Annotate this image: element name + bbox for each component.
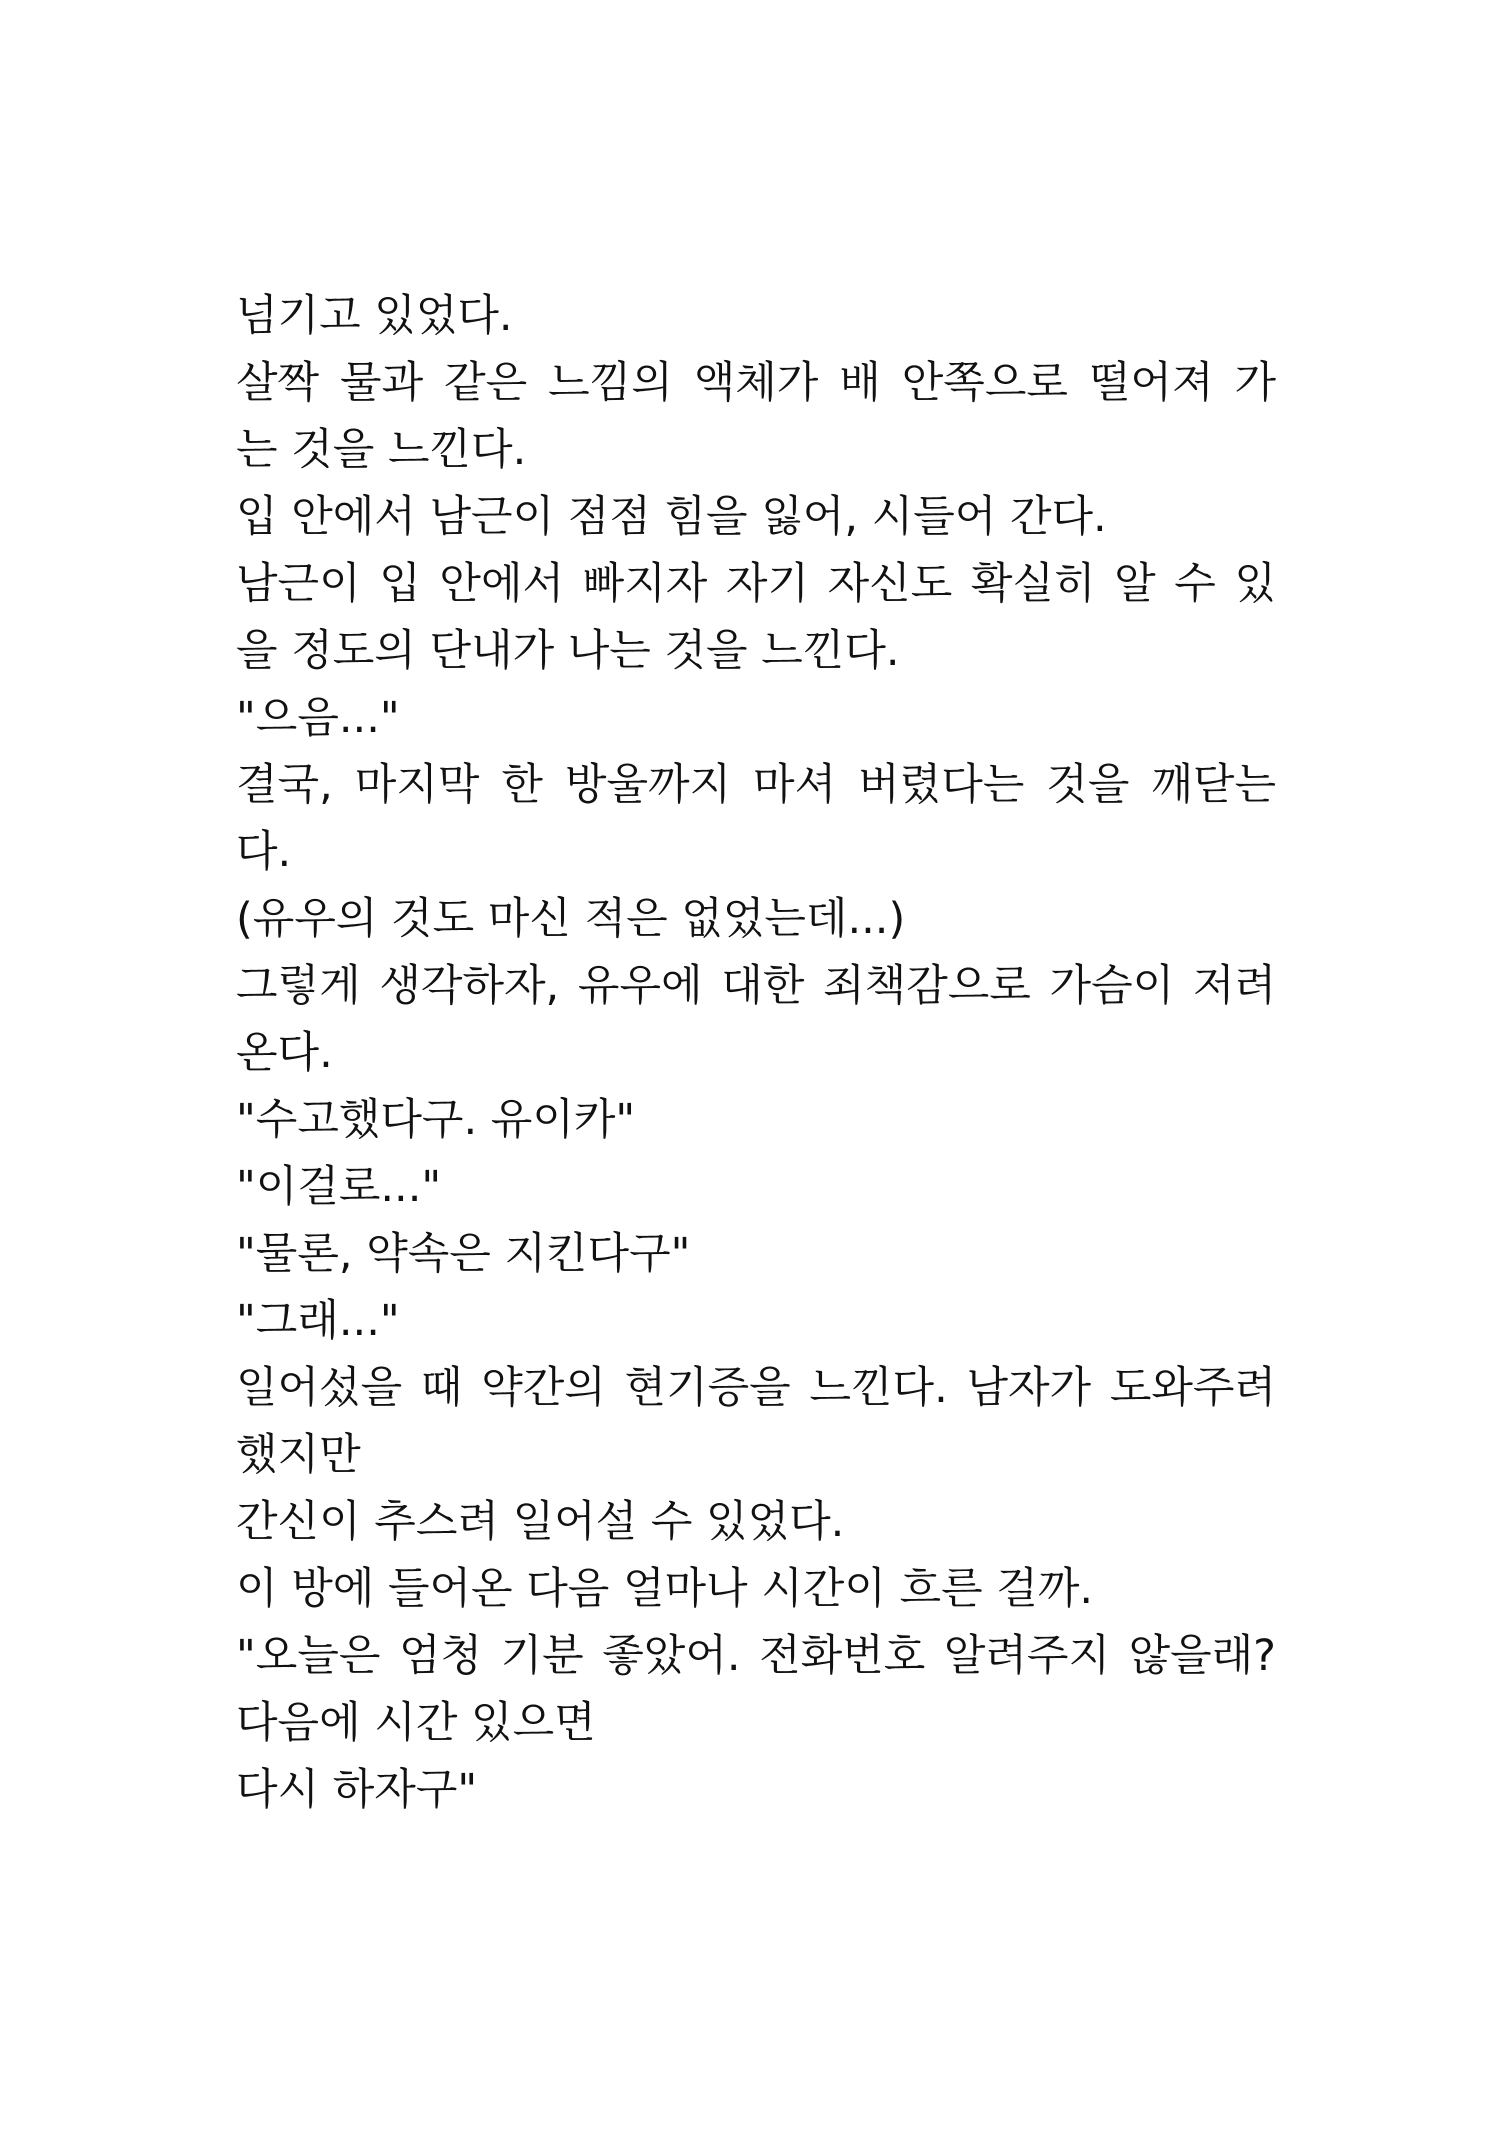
text-line: 일어섰을 때 약간의 현기증을 느낀다. 남자가 도와주려: [236, 1363, 1276, 1413]
text-line: 다.: [236, 827, 292, 877]
text-line: 을 정도의 단내가 나는 것을 느낀다.: [236, 626, 900, 676]
text-line: 그렇게 생각하자, 유우에 대한 죄책감으로 가슴이 저려: [236, 961, 1276, 1011]
text-line: 입 안에서 남근이 점점 힘을 잃어, 시들어 간다.: [236, 492, 1107, 542]
text-line: 는 것을 느낀다.: [236, 425, 527, 475]
text-line: 다음에 시간 있으면: [236, 1698, 596, 1748]
text-line: 이 방에 들어온 다음 얼마나 시간이 흐른 걸까.: [236, 1564, 1094, 1614]
text-line: 살짝 물과 같은 느낌의 액체가 배 안쪽으로 떨어져 가: [236, 358, 1276, 408]
text-line: 결국, 마지막 한 방울까지 마셔 버렸다는 것을 깨닫는: [236, 760, 1276, 810]
text-line: 넘기고 있었다.: [236, 291, 513, 341]
text-line: "오늘은 엄청 기분 좋았어. 전화번호 알려주지 않을래?: [236, 1631, 1276, 1681]
text-line: 다시 하자구": [236, 1765, 478, 1815]
text-line: "그래...": [236, 1296, 400, 1346]
text-line: "물론, 약속은 지킨다구": [236, 1229, 691, 1279]
body-text: [236, 283, 1276, 1824]
text-line: 간신이 추스려 일어설 수 있었다.: [236, 1497, 845, 1547]
text-line: 했지만: [236, 1430, 361, 1480]
text-line: "수고했다구. 유이카": [236, 1095, 636, 1145]
text-line: 남근이 입 안에서 빠지자 자기 자신도 확실히 알 수 있: [236, 559, 1276, 609]
text-line: "이걸로...": [236, 1162, 442, 1212]
text-line: 온다.: [236, 1028, 333, 1078]
text-line: "으음...": [236, 693, 400, 743]
text-line: (유우의 것도 마신 적은 없었는데...): [236, 894, 906, 944]
